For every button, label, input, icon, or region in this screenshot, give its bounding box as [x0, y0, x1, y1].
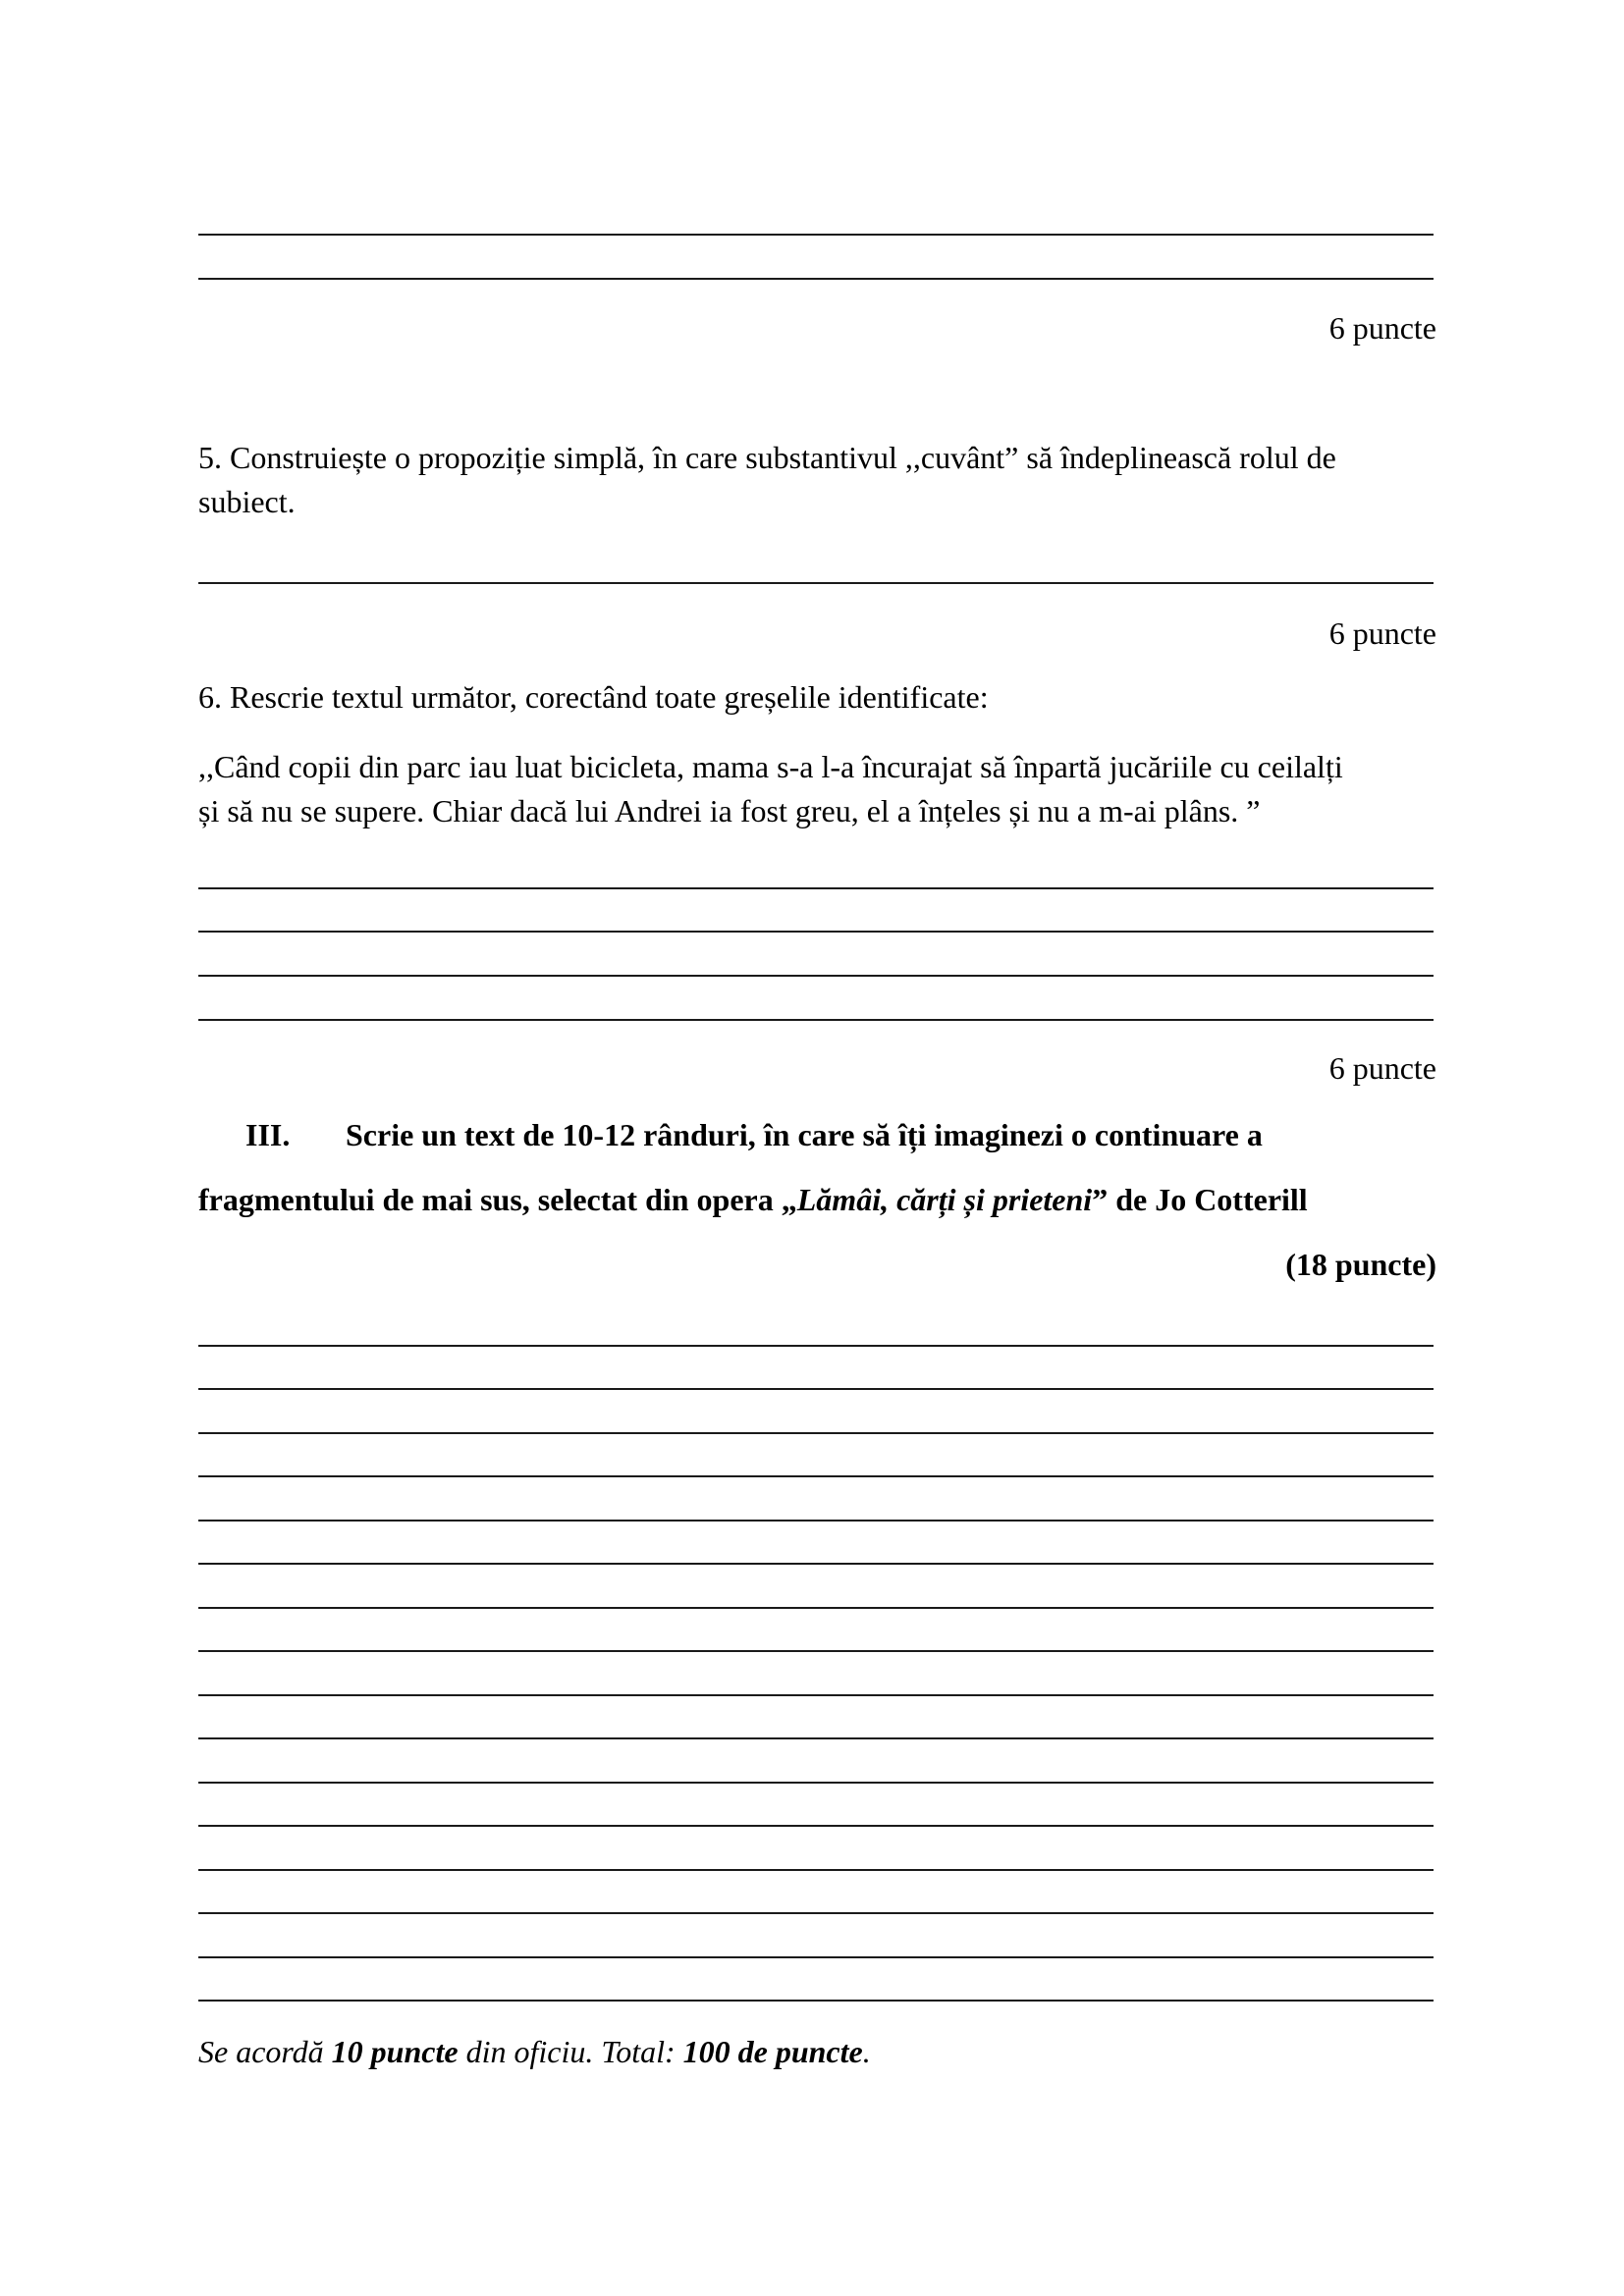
scoring-note-text: din oficiu. Total:	[458, 2034, 683, 2069]
answer-line[interactable]	[198, 975, 1434, 977]
question-6-quote-cont: și să nu se supere. Chiar dacă lui Andrei ia fost greu, el a înțeles și nu a m-ai plâns. ”	[198, 793, 1261, 828]
writing-line[interactable]	[198, 2000, 1434, 2002]
answer-line[interactable]	[198, 582, 1434, 584]
question-6-prompt: 6. Rescrie textul următor, corectând toate greșelile identificate:	[198, 679, 989, 715]
writing-line[interactable]	[198, 1650, 1434, 1652]
answer-line[interactable]	[198, 278, 1434, 280]
writing-line[interactable]	[198, 1737, 1434, 1739]
answer-line[interactable]	[198, 887, 1434, 889]
writing-line[interactable]	[198, 1694, 1434, 1696]
points-label: 6 puncte	[1328, 1050, 1436, 1086]
section-3-points: (18 puncte)	[1285, 1247, 1436, 1282]
question-5-prompt-cont: subiect.	[198, 484, 296, 519]
answer-line[interactable]	[198, 234, 1434, 236]
writing-line[interactable]	[198, 1825, 1434, 1827]
question-5-prompt: 5. Construiește o propoziție simplă, în care substantivul ,,cuvânt” să îndeplinească rolul de	[198, 440, 1336, 475]
writing-line[interactable]	[198, 1475, 1434, 1477]
writing-line[interactable]	[198, 1869, 1434, 1871]
writing-line[interactable]	[198, 1345, 1434, 1347]
points-label: 6 puncte	[1328, 310, 1436, 346]
section-numeral: III.	[245, 1117, 291, 1152]
writing-line[interactable]	[198, 1956, 1434, 1958]
book-title: Lămâi, cărți și prieteni	[796, 1182, 1093, 1217]
writing-line[interactable]	[198, 1388, 1434, 1390]
scoring-note	[198, 2030, 871, 2073]
answer-line[interactable]	[198, 931, 1434, 933]
writing-line[interactable]	[198, 1432, 1434, 1434]
writing-line[interactable]	[198, 1520, 1434, 1522]
points-label: 6 puncte	[1328, 615, 1436, 651]
bonus-points: 10 puncte	[331, 2034, 459, 2069]
question-6-quote: ,,Când copii din parc iau luat bicicleta, mama s-a l-a încurajat să înpartă jucăriile cu ceilalți	[198, 749, 1343, 784]
section-3-prompt-cont	[198, 1178, 1308, 1221]
scoring-note-text: Se acordă	[198, 2034, 332, 2069]
section-3-prompt: Scrie un text de 10-12 rânduri, în care să îți imaginezi o continuare a	[346, 1117, 1263, 1152]
answer-line[interactable]	[198, 1019, 1434, 1021]
scoring-note-end: .	[862, 2034, 871, 2069]
writing-line[interactable]	[198, 1782, 1434, 1784]
prompt-text: fragmentului de mai sus, selectat din opera	[198, 1182, 782, 1217]
writing-line[interactable]	[198, 1912, 1434, 1914]
writing-line[interactable]	[198, 1607, 1434, 1609]
writing-line[interactable]	[198, 1563, 1434, 1565]
total-points: 100 de puncte	[682, 2034, 863, 2069]
prompt-text-end: de Jo Cotterill	[1108, 1182, 1308, 1217]
quote-open: „	[781, 1182, 797, 1217]
quote-close: ”	[1092, 1182, 1109, 1217]
